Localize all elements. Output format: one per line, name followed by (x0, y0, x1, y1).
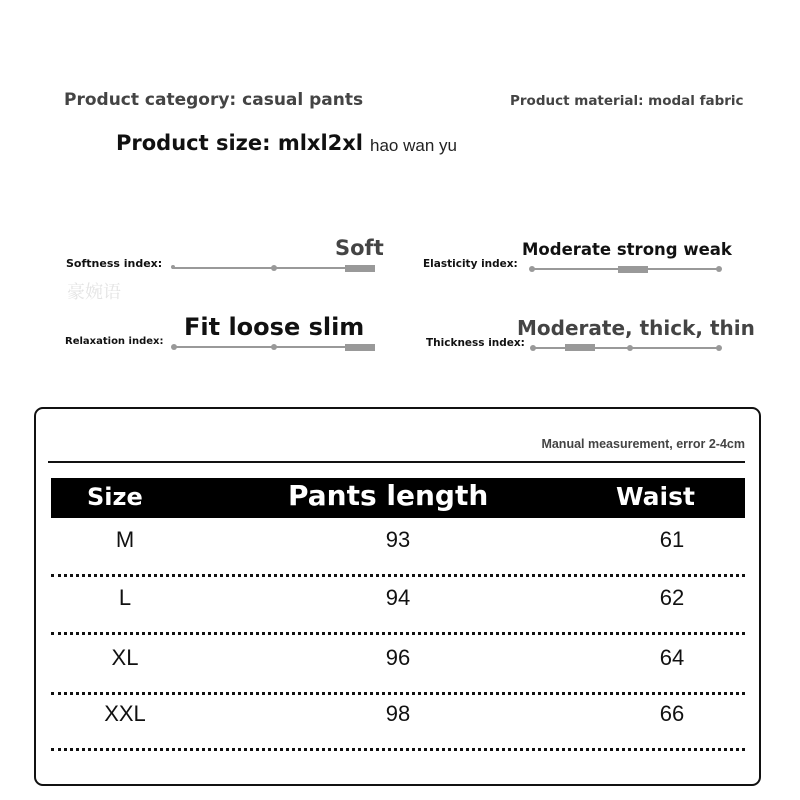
column-header-pants-length: Pants length (288, 479, 489, 512)
column-header-waist: Waist (616, 482, 695, 511)
thickness-label: Thickness index: (426, 337, 525, 349)
relaxation-label: Relaxation index: (65, 336, 164, 347)
product-size: Product size: mlxl2xl (116, 131, 364, 155)
thickness-dot-middle (627, 345, 633, 351)
relaxation-value: Fit loose slim (184, 313, 365, 341)
elasticity-dot-left (529, 266, 535, 272)
softness-marker (345, 265, 375, 272)
thickness-track (533, 347, 719, 349)
cell-size: XL (111, 645, 139, 670)
softness-value: Soft (335, 236, 384, 260)
elasticity-label: Elasticity index: (423, 258, 518, 270)
measurement-note: Manual measurement, error 2-4cm (541, 437, 745, 451)
softness-dot-left (171, 265, 175, 269)
elasticity-marker (618, 266, 648, 273)
thickness-value: Moderate, thick, thin (517, 316, 755, 340)
cell-pants-length: 98 (385, 701, 411, 726)
thickness-dot-left (530, 345, 536, 351)
product-material: Product material: modal fabric (510, 93, 744, 109)
table-row (51, 637, 745, 695)
brand-watermark: 豪婉语 (67, 282, 121, 303)
cell-pants-length: 93 (385, 527, 411, 552)
size-chart (34, 407, 761, 786)
elasticity-value: Moderate strong weak (522, 240, 732, 259)
thickness-marker (565, 344, 595, 351)
row-divider (51, 748, 745, 751)
column-header-size: Size (87, 483, 143, 511)
table-row (51, 519, 745, 577)
cell-pants-length: 96 (385, 645, 411, 670)
cell-waist: 61 (659, 527, 685, 552)
cell-waist: 62 (659, 585, 685, 610)
cell-pants-length: 94 (385, 585, 411, 610)
size-chart-header (51, 478, 745, 518)
elasticity-dot-right (716, 266, 722, 272)
thickness-dot-right (716, 345, 722, 351)
brand-name: hao wan yu (370, 136, 457, 155)
cell-size: XXL (104, 701, 146, 726)
relaxation-dot-left (171, 344, 177, 350)
table-row (51, 693, 745, 751)
divider (48, 461, 745, 463)
cell-waist: 66 (659, 701, 685, 726)
row-divider (51, 632, 745, 635)
cell-size: L (118, 585, 132, 610)
relaxation-marker (345, 344, 375, 351)
table-row (51, 577, 745, 635)
relaxation-dot-middle (271, 344, 277, 350)
product-category: Product category: casual pants (64, 90, 364, 110)
cell-size: M (115, 527, 135, 552)
softness-dot-middle (271, 265, 277, 271)
cell-waist: 64 (659, 645, 685, 670)
softness-label: Softness index: (66, 257, 163, 270)
